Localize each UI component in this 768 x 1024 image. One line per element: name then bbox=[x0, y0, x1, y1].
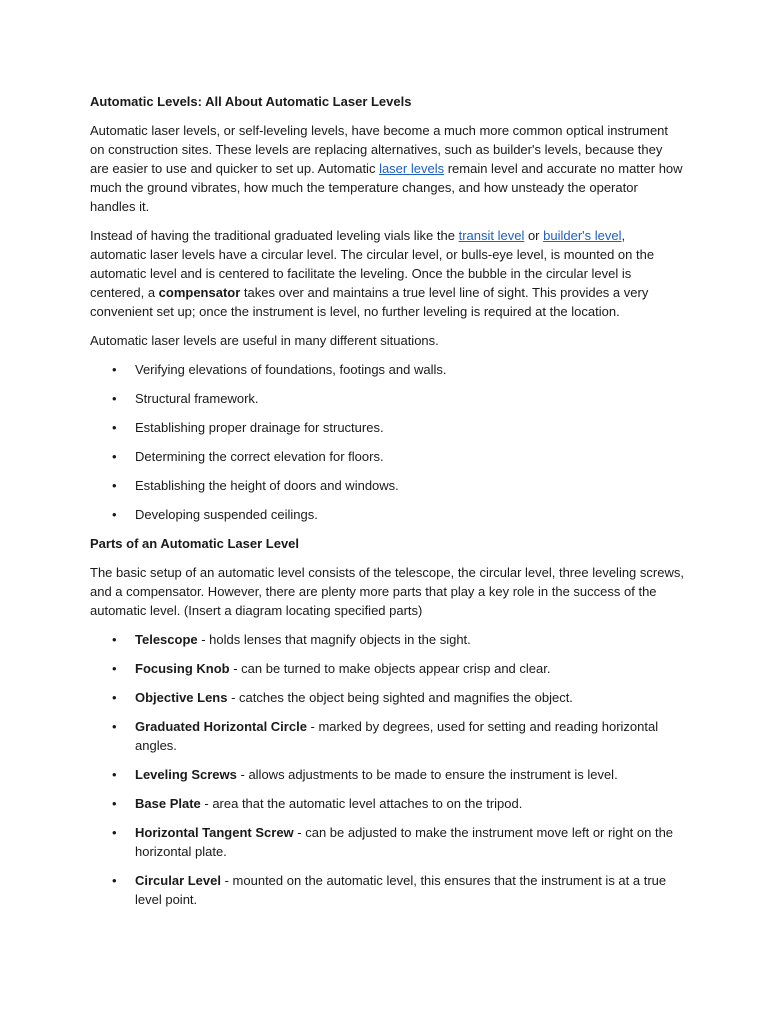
bullet-icon: • bbox=[112, 796, 117, 811]
intro-text: or bbox=[524, 228, 544, 243]
builders-level-link[interactable]: builder's level bbox=[543, 228, 622, 243]
part-description: - can be turned to make objects appear crisp and clear. bbox=[229, 661, 551, 676]
list-item-text: Determining the correct elevation for floors. bbox=[135, 449, 384, 464]
part-description: - catches the object being sighted and magnifies the object. bbox=[227, 690, 573, 705]
list-item bbox=[90, 688, 684, 707]
list-item bbox=[90, 630, 684, 649]
laser-levels-link[interactable]: laser levels bbox=[379, 161, 445, 176]
parts-list bbox=[90, 630, 684, 909]
bullet-icon: • bbox=[112, 825, 117, 840]
intro-text: remain level and accurate no matter how much the ground vibrates, how much the temperature changes, and how unsteady the operator handles it. bbox=[90, 161, 683, 214]
compensator-term: compensator bbox=[158, 285, 241, 300]
part-description: - marked by degrees, used for setting and reading horizontal angles. bbox=[135, 719, 659, 753]
bullet-icon: • bbox=[112, 690, 117, 705]
bullet-icon: • bbox=[112, 420, 117, 435]
list-item bbox=[90, 717, 684, 755]
transit-level-link[interactable]: transit level bbox=[458, 228, 525, 243]
list-item bbox=[90, 476, 684, 495]
intro-text: Automatic laser levels, or self-leveling levels, have become a much more common optical instrument on construction sites. These levels are replacing alternatives, such as builder's levels, because they are easier to use and quicker to set up. Automatic bbox=[90, 123, 669, 176]
part-term: Base Plate bbox=[135, 796, 201, 811]
part-term: Objective Lens bbox=[135, 690, 228, 705]
part-term: Focusing Knob bbox=[135, 661, 230, 676]
page-title: Automatic Levels: All About Automatic Laser Levels bbox=[90, 94, 412, 109]
intro-paragraph-2 bbox=[90, 226, 684, 321]
parts-intro: The basic setup of an automatic level consists of the telescope, the circular level, three leveling screws, and a compensator. However, there are plenty more parts that play a key role in the success of the automatic level. (Insert a diagram locating specified parts) bbox=[90, 565, 684, 618]
part-description: - mounted on the automatic level, this ensures that the instrument is at a true level point. bbox=[135, 873, 667, 907]
list-item bbox=[90, 794, 684, 813]
bullet-icon: • bbox=[112, 449, 117, 464]
list-item bbox=[90, 418, 684, 437]
list-item bbox=[90, 360, 684, 379]
bullet-icon: • bbox=[112, 767, 117, 782]
document-page bbox=[90, 92, 684, 919]
list-item bbox=[90, 823, 684, 861]
uses-intro: Automatic laser levels are useful in many different situations. bbox=[90, 333, 439, 348]
list-item bbox=[90, 765, 684, 784]
list-item-text: Establishing proper drainage for structures. bbox=[135, 420, 384, 435]
bullet-icon: • bbox=[112, 391, 117, 406]
bullet-icon: • bbox=[112, 362, 117, 377]
intro-paragraph-1 bbox=[90, 121, 684, 216]
part-description: - holds lenses that magnify objects in the sight. bbox=[197, 632, 471, 647]
bullet-icon: • bbox=[112, 632, 117, 647]
list-item-text: Establishing the height of doors and windows. bbox=[135, 478, 399, 493]
section-heading-parts: Parts of an Automatic Laser Level bbox=[90, 536, 300, 551]
part-term: Graduated Horizontal Circle bbox=[135, 719, 307, 734]
uses-list bbox=[90, 360, 684, 524]
part-term: Telescope bbox=[135, 632, 198, 647]
part-term: Horizontal Tangent Screw bbox=[135, 825, 294, 840]
bullet-icon: • bbox=[112, 507, 117, 522]
list-item-text: Verifying elevations of foundations, footings and walls. bbox=[135, 362, 447, 377]
list-item bbox=[90, 389, 684, 408]
part-term: Circular Level bbox=[135, 873, 221, 888]
intro-text: , automatic laser levels have a circular level. The circular level, or bulls-eye level, is mounted on the automatic level and is centered to facilitate the leveling. Once the bubble in the circular level is centered, a bbox=[90, 228, 655, 300]
part-description: - allows adjustments to be made to ensure the instrument is level. bbox=[236, 767, 618, 782]
intro-text: Instead of having the traditional graduated leveling vials like the bbox=[90, 228, 459, 243]
intro-text: takes over and maintains a true level line of sight. This provides a very convenient set up; once the instrument is level, no further leveling is required at the location. bbox=[90, 285, 649, 319]
list-item-text: Structural framework. bbox=[135, 391, 259, 406]
list-item bbox=[90, 659, 684, 678]
list-item-text: Developing suspended ceilings. bbox=[135, 507, 318, 522]
bullet-icon: • bbox=[112, 873, 117, 888]
part-description: - can be adjusted to make the instrument move left or right on the horizontal plate. bbox=[135, 825, 674, 859]
list-item bbox=[90, 871, 684, 909]
bullet-icon: • bbox=[112, 719, 117, 734]
part-term: Leveling Screws bbox=[135, 767, 237, 782]
list-item bbox=[90, 505, 684, 524]
list-item bbox=[90, 447, 684, 466]
bullet-icon: • bbox=[112, 661, 117, 676]
bullet-icon: • bbox=[112, 478, 117, 493]
part-description: - area that the automatic level attaches to on the tripod. bbox=[200, 796, 523, 811]
